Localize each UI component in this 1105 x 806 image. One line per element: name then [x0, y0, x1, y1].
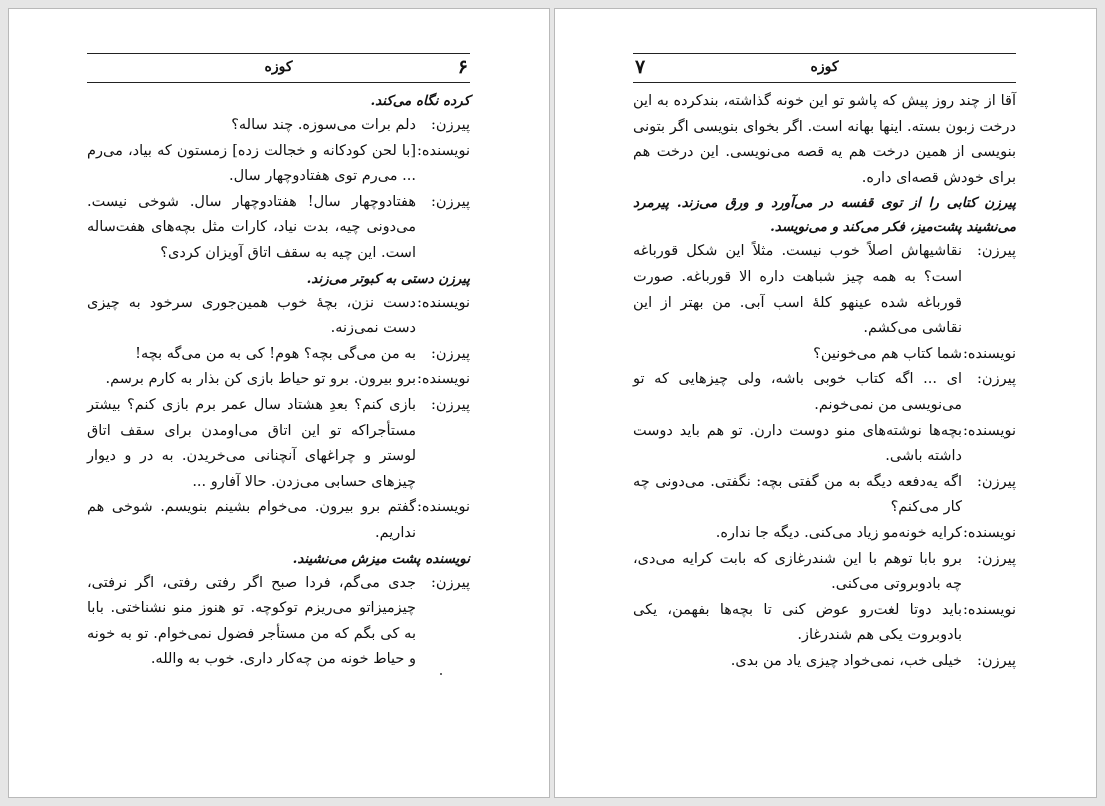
stray-dot: [440, 673, 442, 675]
speaker-name: پیرزن:: [431, 117, 470, 133]
running-header: [633, 53, 1016, 83]
dialogue-line: [633, 547, 1016, 598]
dialogue-line: [633, 367, 1016, 418]
dialogue-text: شما کتاب هم می‌خونین؟: [813, 345, 962, 362]
dialogue-text: برو بابا توهم با این شندرغازی که بابت کرایه می‌دی، چه بادوبروتی می‌کنی.: [633, 550, 962, 593]
speaker-name: پیرزن:: [431, 193, 470, 210]
page-body: [633, 89, 1016, 674]
right-page: [554, 8, 1097, 798]
dialogue-line: [633, 419, 1016, 470]
dialogue-text: دست نزن، بچهٔ خوب همین‌جوری سرخود به چیزی دست نمی‌زنه.: [87, 294, 416, 337]
dialogue-continuation: [633, 89, 1016, 191]
dialogue-line: [633, 649, 1016, 675]
dialogue-text: کرایه خونه‌مو زیاد می‌کنی. دیگه جا نداره.: [715, 524, 962, 541]
stage-direction: پیرزن کتابی را از توی قفسه در می‌آورد و ورق می‌زند. پیرمرد می‌نشیند پشت‌میز، فکر می‌کند و می‌نویسد.: [633, 195, 1016, 236]
page-number: ۶: [457, 56, 468, 78]
dialogue-text: گفتم برو بیرون. می‌خوام بشینم بنویسم. شوخی هم نداریم.: [87, 499, 416, 541]
stage-direction: کرده نگاه می‌کند.: [370, 93, 470, 109]
running-title: کوزه: [810, 59, 839, 75]
speaker-name: نویسنده:: [963, 422, 1016, 439]
page-body: [87, 89, 470, 673]
dialogue-text: ای ... اگه کتاب خوبی باشه، ولی چیزهایی که تو می‌نویسی من نمی‌خونم.: [633, 371, 962, 413]
dialogue-text: برو بیرون. برو تو حیاط بازی کن بذار به کارم برسم.: [105, 371, 416, 388]
stage-direction: پیرزن دستی به کبوتر می‌زند.: [306, 270, 470, 287]
dialogue-text: اگه یه‌دفعه دیگه به من گفتی بچه: نگفتی. می‌دونی چه کار می‌کنم؟: [633, 473, 962, 516]
dialogue-text: بازی کنم؟ بعدِ هشتاد سال عمر برم بازی کنم؟ بیشتر مستأجراکه تو این اتاق می‌اومدن برای سقف اتاق لوستر و چراغهای آنچنانی می‌خریدن. به در و دیوار چیزهای حسابی می‌زدن. حالا آفارو ...: [87, 396, 416, 490]
dialogue-line: [87, 190, 470, 267]
dialogue-line: [87, 393, 470, 495]
dialogue-text: آقا از چند روز پیش که پاشو تو این خونه گذاشته، بندکرده به این درخت زبون بسته. اینها بهانه است. اگر بخوای بنویسی اگر بتونی بنویسی از همین درخت هم یه قصه می‌نویسی. این درخت هم برای خودش قصه‌ای داره.: [633, 93, 1016, 186]
dialogue-line: [87, 113, 470, 139]
dialogue-text: هفتادوچهار سال! هفتادوچهار سال. شوخی نیست. می‌دونی چیه، بدت نیاد، کارات مثل بچه‌های هفت‌ساله است. این چیه به سقف اتاق آویزان کردی؟: [87, 193, 416, 261]
left-page: [8, 8, 550, 798]
speaker-name: نویسنده:: [417, 371, 470, 388]
dialogue-line: [87, 367, 470, 393]
dialogue-line: [87, 291, 470, 342]
dialogue-line: [633, 470, 1016, 521]
running-header: [87, 53, 470, 83]
stage-direction: نویسنده پشت میزش می‌نشیند.: [292, 550, 470, 567]
speaker-name: نویسنده:: [963, 601, 1016, 618]
speaker-name: نویسنده:: [417, 499, 470, 516]
dialogue-text: نقاشیهاش اصلاً خوب نیست. مثلاً این شکل قورباغه است؟ به همه چیز شباهت داره الا قورباغه. صورت قورباغه شده عینهو کلهٔ اسب آبی. من بهتر از این نقاشی می‌کشم.: [633, 243, 962, 337]
speaker-name: پیرزن:: [977, 371, 1016, 388]
dialogue-text: به من می‌گی بچه؟ هوم! کی به من می‌گه بچه!: [135, 345, 416, 362]
dialogue-text: دلم برات می‌سوزه. چند ساله‌؟: [231, 117, 416, 133]
dialogue-line: [87, 571, 470, 673]
dialogue-line: [87, 342, 470, 368]
speaker-name: پیرزن:: [977, 652, 1016, 669]
dialogue-text: [با لحن کودکانه و خجالت زده] زمستون که بیاد، می‌رم ... می‌رم توی هفتادوچهار سال.: [87, 142, 416, 185]
dialogue-line: [633, 598, 1016, 649]
dialogue-line: [633, 521, 1016, 547]
dialogue-line: [87, 495, 470, 546]
dialogue-text: باید دوتا لغت‌رو عوض کنی تا بچه‌ها بفهمن، یکی بادوبروت یکی هم شندرغاز.: [633, 601, 962, 644]
dialogue-line: [633, 239, 1016, 341]
dialogue-line: [633, 342, 1016, 368]
speaker-name: پیرزن:: [431, 396, 470, 413]
running-title: کوزه: [264, 59, 293, 75]
speaker-name: پیرزن:: [977, 550, 1016, 567]
speaker-name: پیرزن:: [431, 345, 470, 362]
page-number: ۷: [635, 56, 646, 78]
speaker-name: نویسنده:: [417, 294, 470, 311]
speaker-name: نویسنده:: [417, 142, 470, 159]
dialogue-text: بچه‌ها نوشته‌های منو دوست دارن. تو هم باید دوست داشته باشی.: [633, 422, 962, 465]
speaker-name: پیرزن:: [977, 473, 1016, 490]
dialogue-text: خیلی خب، نمی‌خواد چیزی یاد من بدی.: [730, 652, 962, 669]
speaker-name: نویسنده:: [963, 345, 1016, 362]
dialogue-text: جدی می‌گم، فردا صبح اگر رفتی رفتی، اگر نرفتی، چیزمیزاتو می‌ریزم توکوچه. تو هنوز منو نشناختی. بابا به کی بگم که من مستأجر فضول نمی‌خوام. تو به خونه و حیاط خونه من چه‌کار داری. خوب به والله.: [87, 574, 416, 668]
speaker-name: نویسنده:: [963, 524, 1016, 541]
dialogue-line: [87, 139, 470, 190]
speaker-name: پیرزن:: [977, 243, 1016, 260]
speaker-name: پیرزن:: [431, 574, 470, 591]
